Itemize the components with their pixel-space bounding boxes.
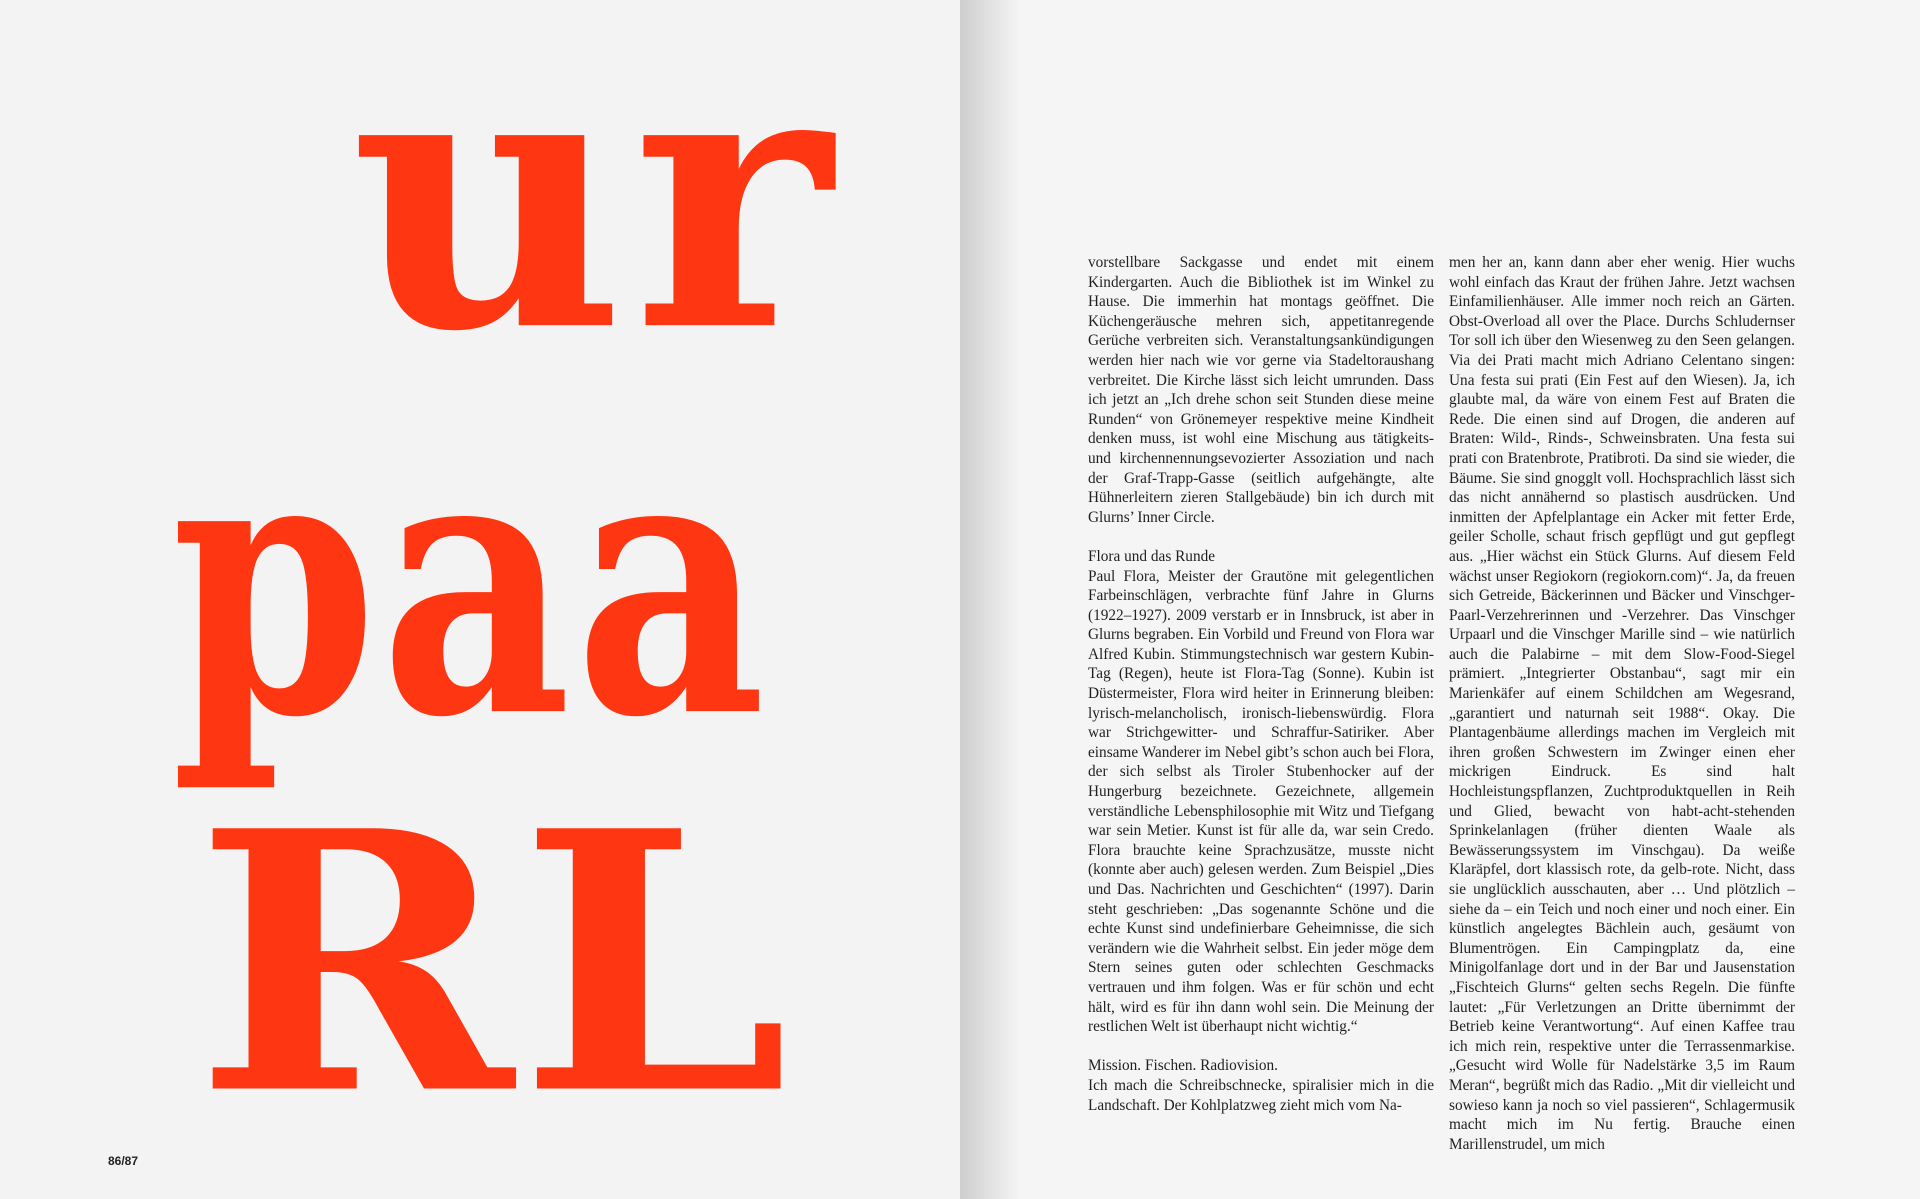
- display-word-rl: RL: [194, 752, 795, 1173]
- paragraph: men her an, kann dann aber eher wenig. Hier wuchs wohl einfach das Kraut der frühen Jahre. Jetzt wachsen Einfamilienhäuser. Alle immer noch reich an Gärten. Obst-Overload all over the Place. Durchs Schludernser Tor soll ich über den Wiesenweg zu den Seen gelangen. Via dei Prati macht mich Adriano Celentano singen: Una festa sui prati (Ein Fest auf den Wiesen). Ja, ich glaubte mal, da wäre von einem Fest auf Braten die Rede. Die einen sind auf Drogen, die anderen auf Braten: Wild-, Rinds-, Schweinsbraten. Una festa sui prati con Bratenbrote, Pratibroti. Da sind sie wieder, die Bäume. Sie sind gnogglt voll. Hochsprachlich lässt sich das nicht annähernd so plastisch ausdrücken. Und inmitten der Apfelplantage ein Acker mit fetter Erde, geiler Scholle, schaut frisch gepflügt und gut gepflegt aus. „Hier wächst ein Stück Glurns. Auf diesem Feld wächst unser Regiokorn (regiokorn.com)“. Ja, da freuen sich Getreide, Bäckerinnen und Bäcker und Vinschger-Paarl-Verzehrerinnen und -Verzehrer. Das Vinschger Urpaarl und die Vinschger Marille sind – wie natürlich auch die Palabirne – mit dem Slow-Food-Siegel prämiert. „Integrierter Obstanbau“, sagt mir ein Marienkäfer auf einem Schildchen am Wegesrand, „garantiert und naturnah seit 1988“. Okay. Die Plantagenbäume allerdings machen im Vergleich mit ihren großen Schwestern im Zwinger einen eher mickrigen Eindruck. Es sind halt Hochleistungspflanzen, Zuchtproduktquellen in Reih und Glied, bewacht von habt-acht-stehenden Sprinkelanlagen (früher dienten Waale als Bewässerungssystem im Vinschgau). Da weiße Klaräpfel, dort klassisch rote, da gelb-rote. Nicht, dass sie unglücklich ausschauten, aber … Und plötzlich – siehe da – ein Teich und noch einer und noch einer. Ein künstlich angelegtes Bächlein auch, gesäumt von Blumentrögen. Ein Campingplatz da, eine Minigolfanlage dort und in der Bar und Jausenstation „Fischteich Glurns“ gelten sechs Regeln. Die fünfte lautet: „Für Verletzungen an Dritte übernimmt der Betrieb keine Verantwortung“. Auf einen Kaffee trau ich mich rein, respektive unter die Terrassenmarkise. „Gesucht wird Wolle für Nadelstärke 3,5 im Raum Meran“, begrüßt mich das Radio. „Mit dir vielleicht und sowieso kann ja noch so viel passieren“, Schlagermusik macht mich im Nu fertig. Brauche einen Marillenstrudel, um mich: [1449, 254, 1795, 1153]
- text-column-2: [1449, 253, 1795, 1154]
- display-word-paa: paa: [171, 367, 770, 798]
- paragraph-spacer: [1088, 1037, 1434, 1057]
- section-heading: Flora und das Runde: [1088, 547, 1216, 565]
- paragraph-spacer: [1088, 527, 1434, 547]
- text-column-1: [1088, 253, 1434, 1115]
- paragraph: vorstellbare Sackgasse und endet mit einem Kindergarten. Auch die Bibliothek ist im Winkel zu Hause. Die immerhin hat montags geöffnet. Die Küchengeräusche mehren sich, appetitanregende Gerüche verbreiten sich. Veranstaltungsankündigungen werden hier nach wie vor gerne via Stadeltoraushang verbreitet. Die Kirche lässt sich leicht umrunden. Dass ich jetzt an „Ich drehe schon seit Stunden diese meine Runden“ von Grönemeyer respektive meine Kindheit denken muss, ist wohl eine Mischung aus tätigkeits- und kirchennennungsevozierter Assoziation und nach der Graf-Trapp-Gasse (seitlich aufgehängte, alte Hühnerleitern zieren Stallgebäude) bin ich durch mit Glurns’ Inner Circle.: [1088, 254, 1434, 526]
- page-number: 86/87: [108, 1154, 139, 1168]
- section-heading: Mission. Fischen. Radiovision.: [1088, 1057, 1278, 1075]
- paragraph: Paul Flora, Meister der Grautöne mit gelegentlichen Farbeinschlägen, verbrachte fünf Jahre in Glurns (1922–1927). 2009 verstarb er in Innsbruck, ist aber in Glurns begraben. Ein Vorbild und Freund von Flora war Alfred Kubin. Stimmungstechnisch war gestern Kubin-Tag (Regen), heute ist Flora-Tag (Sonne). Kubin ist Düstermeister, Flora wird heiter in Erinnerung bleiben: lyrisch-melancholisch, ironisch-liebenswürdig. Flora war Strichgewitter- und Schraffur-Satiriker. Aber einsame Wanderer im Nebel gibt’s schon auch bei Flora, der sich selbst als Tiroler Stubenhocker auf der Hungerburg bezeichnete. Gezeichnete, allgemein verständliche Lebensphilosophie mit Witz und Tiefgang war sein Metier. Kunst ist für alle da, war sein Credo. Flora brauchte keine Sprachzusätze, musste nicht (konnte aber auch) gelesen werden. Zum Beispiel „Dies und Das. Nachrichten und Geschichten“ (1997). Darin steht geschrieben: „Das sogenannte Schöne und die echte Kunst sind undefinierbare Geheimnisse, die sich verändern wie die Wahrheit selbst. Ein jeder möge dem Stern seines guten oder schlechten Geschmacks vertrauen und ihm folgen. Was er für schön und echt hält, wird es für ihn dann wohl sein. Die Meinung der restlichen Welt ist überhaupt nicht wichtig.“: [1088, 567, 1434, 1036]
- display-word-ur: ur: [350, 0, 840, 412]
- paragraph: Ich mach die Schreibschnecke, spiralisier mich in die Landschaft. Der Kohlplatzweg zieht mich vom Na-: [1088, 1076, 1434, 1114]
